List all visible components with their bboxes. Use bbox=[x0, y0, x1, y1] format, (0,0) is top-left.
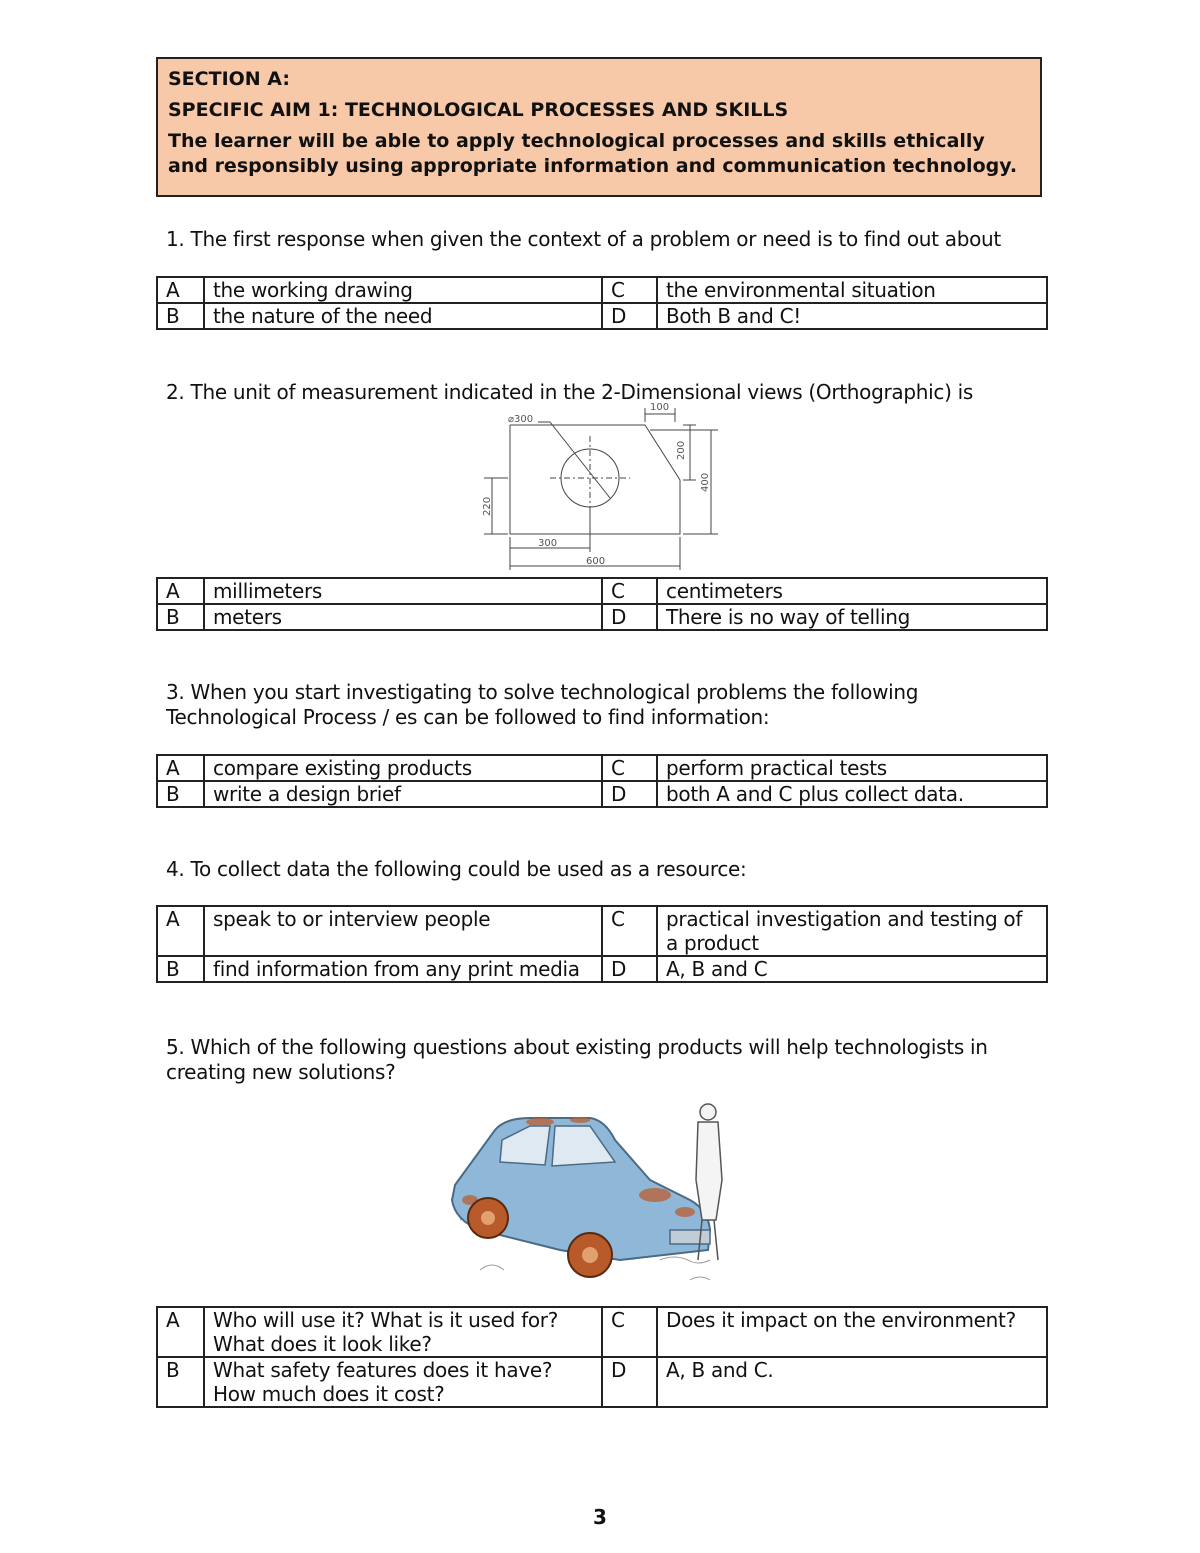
question-3-line-1: 3. When you start investigating to solve technological problems the following bbox=[166, 680, 919, 704]
option-c-text[interactable]: the environmental situation bbox=[657, 277, 1047, 303]
option-c-text[interactable]: perform practical tests bbox=[657, 755, 1047, 781]
question-5-text bbox=[166, 1035, 988, 1085]
options-row bbox=[157, 906, 1047, 956]
question-4-text: 4. To collect data the following could be used as a resource: bbox=[166, 857, 747, 881]
option-b-text[interactable]: write a design brief bbox=[204, 781, 602, 807]
question-1-text: 1. The first response when given the context of a problem or need is to find out about bbox=[166, 227, 1001, 251]
options-row bbox=[157, 1307, 1047, 1357]
option-b-line-1: What safety features does it have? bbox=[213, 1358, 553, 1382]
option-letter: D bbox=[602, 956, 657, 982]
aim-description: The learner will be able to apply technological processes and skills ethically and responsibly using appropriate information and communication technology. bbox=[168, 130, 1018, 177]
question-2-text: 2. The unit of measurement indicated in the 2-Dimensional views (Orthographic) is bbox=[166, 380, 974, 404]
option-letter: C bbox=[602, 906, 657, 956]
dim-400-label: 400 bbox=[700, 472, 711, 492]
specific-aim-title: SPECIFIC AIM 1: TECHNOLOGICAL PROCESSES AND SKILLS bbox=[168, 99, 789, 121]
options-row bbox=[157, 781, 1047, 807]
page-number: 3 bbox=[593, 1505, 607, 1529]
question-3-text bbox=[166, 680, 918, 730]
option-letter: A bbox=[157, 578, 204, 604]
option-a-text[interactable] bbox=[204, 1307, 602, 1357]
dim-600-label: 600 bbox=[586, 556, 606, 567]
old-car-illustration bbox=[440, 1100, 740, 1285]
option-letter: B bbox=[157, 956, 204, 982]
option-a-text[interactable]: the working drawing bbox=[204, 277, 602, 303]
option-letter: D bbox=[602, 303, 657, 329]
option-letter: C bbox=[602, 1307, 657, 1357]
option-d-text[interactable]: both A and C plus collect data. bbox=[657, 781, 1047, 807]
option-a-text[interactable]: speak to or interview people bbox=[204, 906, 602, 956]
option-d-line-1: A, B and C. bbox=[666, 1358, 774, 1382]
option-d-text[interactable]: There is no way of telling bbox=[657, 604, 1047, 630]
option-c-line-1: Does it impact on the environment? bbox=[666, 1308, 1016, 1332]
section-title: SECTION A: bbox=[168, 68, 290, 90]
dim-100-label: 100 bbox=[650, 402, 670, 413]
orthographic-drawing bbox=[470, 400, 740, 572]
option-letter: D bbox=[602, 781, 657, 807]
dim-300-label: 300 bbox=[538, 538, 558, 549]
section-header-box bbox=[156, 57, 1042, 197]
option-b-text[interactable]: the nature of the need bbox=[204, 303, 602, 329]
option-d-text[interactable]: A, B and C bbox=[657, 956, 1047, 982]
question-3-options bbox=[156, 754, 1048, 808]
option-letter: B bbox=[157, 604, 204, 630]
option-letter: D bbox=[602, 1357, 657, 1407]
question-5-line-2: creating new solutions? bbox=[166, 1060, 396, 1084]
option-letter: D bbox=[602, 604, 657, 630]
question-4-options bbox=[156, 905, 1048, 983]
option-letter: C bbox=[602, 277, 657, 303]
options-row bbox=[157, 604, 1047, 630]
option-a-line-2: What does it look like? bbox=[213, 1332, 432, 1356]
options-row bbox=[157, 303, 1047, 329]
options-row bbox=[157, 956, 1047, 982]
options-row bbox=[157, 277, 1047, 303]
option-letter: A bbox=[157, 1307, 204, 1357]
option-b-text[interactable]: meters bbox=[204, 604, 602, 630]
option-letter: A bbox=[157, 755, 204, 781]
option-b-line-2: How much does it cost? bbox=[213, 1382, 445, 1406]
option-a-line-1: Who will use it? What is it used for? bbox=[213, 1308, 559, 1332]
dim-diameter-label: ⌀300 bbox=[508, 414, 534, 425]
options-row bbox=[157, 578, 1047, 604]
option-b-text[interactable] bbox=[204, 1357, 602, 1407]
option-letter: A bbox=[157, 277, 204, 303]
options-row bbox=[157, 755, 1047, 781]
option-d-text[interactable]: Both B and C! bbox=[657, 303, 1047, 329]
dim-200-label: 200 bbox=[676, 440, 687, 460]
option-a-text[interactable]: millimeters bbox=[204, 578, 602, 604]
option-a-text[interactable]: compare existing products bbox=[204, 755, 602, 781]
question-2-options bbox=[156, 577, 1048, 631]
option-c-text[interactable] bbox=[657, 1307, 1047, 1357]
question-5-options bbox=[156, 1306, 1048, 1408]
question-1-options bbox=[156, 276, 1048, 330]
option-letter: B bbox=[157, 781, 204, 807]
option-letter: A bbox=[157, 906, 204, 956]
question-3-line-2: Technological Process / es can be followed to find information: bbox=[166, 705, 770, 729]
option-b-text[interactable]: find information from any print media bbox=[204, 956, 602, 982]
option-d-text[interactable] bbox=[657, 1357, 1047, 1407]
options-row bbox=[157, 1357, 1047, 1407]
option-letter: B bbox=[157, 303, 204, 329]
option-letter: C bbox=[602, 578, 657, 604]
option-c-text[interactable]: practical investigation and testing of a product bbox=[657, 906, 1047, 956]
option-c-text[interactable]: centimeters bbox=[657, 578, 1047, 604]
dim-220-label: 220 bbox=[482, 496, 493, 516]
option-letter: B bbox=[157, 1357, 204, 1407]
question-5-line-1: 5. Which of the following questions about existing products will help technologists in bbox=[166, 1035, 988, 1059]
option-letter: C bbox=[602, 755, 657, 781]
